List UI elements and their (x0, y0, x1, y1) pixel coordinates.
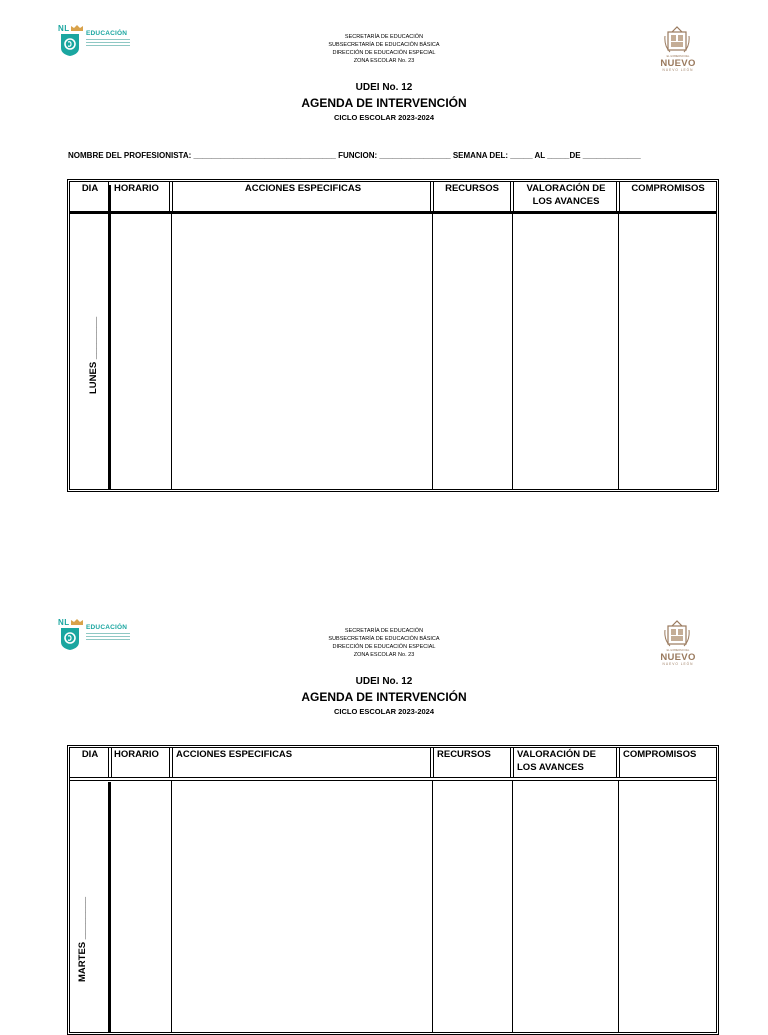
column-header-compromisos: COMPROMISOS (623, 749, 697, 760)
cycle-subtitle: CICLO ESCOLAR 2023-2024 (333, 707, 435, 716)
column-divider (432, 212, 433, 489)
header-row-divider (70, 777, 716, 778)
shield-icon (60, 627, 80, 651)
nl-wordmark: NUEVO (660, 58, 696, 69)
udei-title: UDEI No. 12 (355, 82, 413, 93)
nl-small-text: EL GOBIERNO DEL (666, 649, 690, 652)
day-label-martes: MARTES ________ (77, 896, 88, 982)
nl-small-text: EL GOBIERNO DEL (666, 55, 690, 58)
header-row-divider (70, 211, 716, 214)
column-divider (616, 748, 617, 778)
header-subsecretaria: SUBSECRETARÍA DE EDUCACIÓN BÁSICA (328, 42, 440, 48)
column-divider (108, 748, 109, 778)
educacion-tagline (86, 633, 130, 642)
header-secretaria: SECRETARÍA DE EDUCACIÓN (344, 628, 424, 634)
educacion-wordmark: EDUCACIÓN (86, 30, 128, 37)
professional-info-line: NOMBRE DEL PROFESIONISTA: ________________________________ FUNCION: ________________ SEMANA DEL: _____ AL _____DE _____________ (68, 151, 641, 160)
shield-icon (60, 33, 80, 57)
column-divider (618, 212, 619, 489)
column-header-acciones: ACCIONES ESPECIFICAS (176, 749, 293, 760)
column-header-valoracion: VALORACIÓN DE LOS AVANCES (526, 183, 606, 207)
column-divider (512, 212, 513, 489)
column-divider (171, 212, 172, 489)
nl-wordmark-sub: NUEVO LEÓN (662, 68, 694, 72)
column-divider (430, 748, 431, 778)
column-header-dia: DIA (81, 749, 99, 760)
column-divider (108, 185, 111, 489)
column-header-recursos: RECURSOS (445, 183, 499, 194)
nl-prefix: NL (58, 24, 70, 33)
agenda-table (67, 745, 719, 1035)
header-zona: ZONA ESCOLAR No. 23 (353, 652, 415, 658)
column-header-acciones: ACCIONES ESPECIFICAS (244, 183, 362, 194)
crest-icon (664, 620, 690, 648)
column-divider (510, 748, 511, 778)
column-header-dia: DIA (81, 183, 99, 194)
column-divider (618, 781, 619, 1032)
educacion-logo (58, 618, 148, 654)
column-divider (169, 748, 170, 778)
educacion-logo (58, 24, 148, 60)
column-divider (616, 182, 617, 212)
educacion-wordmark: EDUCACIÓN (86, 624, 128, 631)
nl-wordmark-sub: NUEVO LEÓN (662, 662, 694, 666)
column-divider (510, 182, 511, 212)
crown-icon (71, 619, 83, 625)
cycle-subtitle: CICLO ESCOLAR 2023-2024 (333, 113, 435, 122)
column-header-recursos: RECURSOS (437, 749, 491, 760)
day-label-lunes: LUNES ________ (88, 316, 99, 394)
column-divider (432, 781, 433, 1032)
column-header-valoracion: VALORACIÓN DE LOS AVANCES (517, 749, 596, 773)
educacion-tagline (86, 39, 130, 48)
header-direccion: DIRECCIÓN DE EDUCACIÓN ESPECIAL (332, 50, 436, 56)
crown-icon (71, 25, 83, 31)
nuevo-leon-logo (655, 26, 701, 74)
column-divider (169, 182, 170, 212)
agenda-table (67, 179, 719, 492)
header-zona: ZONA ESCOLAR No. 23 (353, 58, 415, 64)
column-divider (512, 781, 513, 1032)
column-divider (430, 182, 431, 212)
crest-icon (664, 26, 690, 54)
nl-prefix: NL (58, 618, 70, 627)
column-header-compromisos: COMPROMISOS (631, 183, 705, 194)
column-header-horario: HORARIO (114, 749, 159, 760)
column-divider (108, 782, 111, 1032)
column-header-horario: HORARIO (114, 183, 159, 194)
agenda-title: AGENDA DE INTERVENCIÓN (301, 690, 467, 704)
agenda-title: AGENDA DE INTERVENCIÓN (301, 96, 467, 110)
nl-wordmark: NUEVO (660, 652, 696, 663)
header-secretaria: SECRETARÍA DE EDUCACIÓN (344, 34, 424, 40)
header-subsecretaria: SUBSECRETARÍA DE EDUCACIÓN BÁSICA (328, 636, 440, 642)
udei-title: UDEI No. 12 (355, 676, 413, 687)
header-direccion: DIRECCIÓN DE EDUCACIÓN ESPECIAL (332, 644, 436, 650)
nuevo-leon-logo (655, 620, 701, 668)
column-divider (171, 781, 172, 1032)
